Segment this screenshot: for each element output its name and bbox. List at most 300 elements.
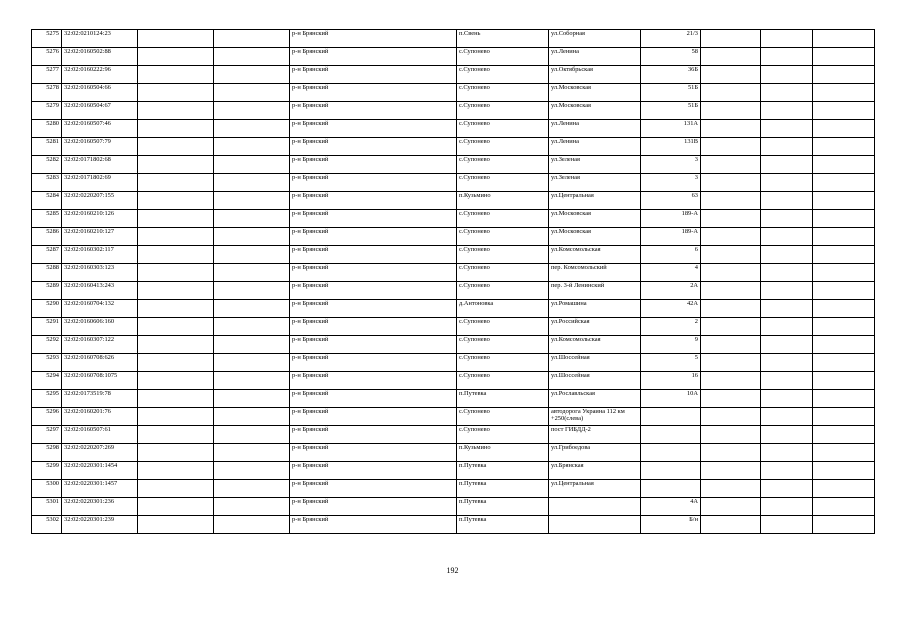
- cell-house: 9: [641, 336, 701, 354]
- cell-street: ул.Московская: [549, 84, 641, 102]
- cell-empty: [214, 102, 290, 120]
- cell-cadastral-number: 32:02:0160504:67: [62, 102, 138, 120]
- cell-street: ул.Ленина: [549, 120, 641, 138]
- cell-street: ул.Центральная: [549, 480, 641, 498]
- cell-locality: п.Путевка: [457, 390, 549, 408]
- cell-number: 5283: [32, 174, 62, 192]
- cell-locality: с.Супонево: [457, 408, 549, 426]
- cell-empty: [138, 84, 214, 102]
- cell-street: ул.Московская: [549, 210, 641, 228]
- cell-locality: с.Супонево: [457, 318, 549, 336]
- cell-empty: [214, 516, 290, 534]
- cell-empty: [761, 516, 813, 534]
- table-row: [32, 156, 875, 174]
- cell-street: ул.Зеленая: [549, 174, 641, 192]
- cell-empty: [138, 372, 214, 390]
- cell-district: р-н Брянский: [290, 246, 457, 264]
- cell-cadastral-number: 32:02:0160413:243: [62, 282, 138, 300]
- cell-number: 5291: [32, 318, 62, 336]
- cell-empty: [813, 192, 875, 210]
- cell-cadastral-number: 32:02:0160303:123: [62, 264, 138, 282]
- cell-empty: [761, 84, 813, 102]
- cell-empty: [701, 336, 761, 354]
- table-row: [32, 480, 875, 498]
- cell-district: р-н Брянский: [290, 462, 457, 480]
- cell-cadastral-number: 32:02:0220207:269: [62, 444, 138, 462]
- cell-cadastral-number: 32:02:0173519:78: [62, 390, 138, 408]
- cell-empty: [761, 444, 813, 462]
- cell-locality: п.Свень: [457, 30, 549, 48]
- cell-empty: [761, 174, 813, 192]
- cell-street: ул.Шоссейная: [549, 354, 641, 372]
- cell-street: [549, 516, 641, 534]
- cell-empty: [813, 264, 875, 282]
- cell-locality: с.Супонево: [457, 426, 549, 444]
- cell-house: 3: [641, 156, 701, 174]
- table-row: [32, 354, 875, 372]
- cell-empty: [813, 408, 875, 426]
- cell-street: [549, 498, 641, 516]
- cell-empty: [701, 102, 761, 120]
- cell-empty: [138, 462, 214, 480]
- cell-locality: с.Супонево: [457, 354, 549, 372]
- cell-house: [641, 480, 701, 498]
- cell-empty: [138, 318, 214, 336]
- cell-street: ул.Октябрьская: [549, 66, 641, 84]
- cell-empty: [701, 516, 761, 534]
- cell-empty: [761, 48, 813, 66]
- table-row: [32, 192, 875, 210]
- cell-empty: [761, 30, 813, 48]
- table-row: [32, 48, 875, 66]
- cell-empty: [813, 66, 875, 84]
- cell-empty: [138, 228, 214, 246]
- cell-empty: [214, 66, 290, 84]
- cell-district: р-н Брянский: [290, 336, 457, 354]
- cell-house: 131А: [641, 120, 701, 138]
- table-row: [32, 300, 875, 318]
- cell-locality: с.Супонево: [457, 66, 549, 84]
- cell-cadastral-number: 32:02:0160504:66: [62, 84, 138, 102]
- cell-district: р-н Брянский: [290, 480, 457, 498]
- cell-empty: [761, 192, 813, 210]
- cell-cadastral-number: 32:02:0171802:69: [62, 174, 138, 192]
- cell-house: 4А: [641, 498, 701, 516]
- cell-house: 189-А: [641, 228, 701, 246]
- cell-empty: [138, 354, 214, 372]
- cell-empty: [214, 138, 290, 156]
- cell-empty: [813, 372, 875, 390]
- table-row: [32, 30, 875, 48]
- cell-empty: [214, 498, 290, 516]
- cell-street: ул.Рославльская: [549, 390, 641, 408]
- cell-number: 5284: [32, 192, 62, 210]
- cell-number: 5277: [32, 66, 62, 84]
- cell-empty: [701, 426, 761, 444]
- cell-number: 5302: [32, 516, 62, 534]
- cell-empty: [701, 264, 761, 282]
- cell-cadastral-number: 32:02:0160507:79: [62, 138, 138, 156]
- cell-empty: [761, 372, 813, 390]
- cell-house: Б/н: [641, 516, 701, 534]
- cell-empty: [761, 156, 813, 174]
- cell-empty: [813, 138, 875, 156]
- cell-number: 5288: [32, 264, 62, 282]
- cell-street: пер. Комсомольский: [549, 264, 641, 282]
- cell-empty: [214, 246, 290, 264]
- cell-empty: [701, 246, 761, 264]
- cell-cadastral-number: 32:02:0220301:239: [62, 516, 138, 534]
- cell-house: 63: [641, 192, 701, 210]
- cell-number: 5282: [32, 156, 62, 174]
- cell-empty: [138, 282, 214, 300]
- cell-empty: [761, 390, 813, 408]
- cell-district: р-н Брянский: [290, 390, 457, 408]
- cell-empty: [761, 120, 813, 138]
- cell-empty: [214, 174, 290, 192]
- cell-locality: п.Путевка: [457, 516, 549, 534]
- cell-empty: [214, 336, 290, 354]
- table-row: [32, 336, 875, 354]
- cell-cadastral-number: 32:02:0160302:117: [62, 246, 138, 264]
- cell-number: 5280: [32, 120, 62, 138]
- cell-empty: [214, 300, 290, 318]
- cell-house: 2А: [641, 282, 701, 300]
- cell-number: 5287: [32, 246, 62, 264]
- cell-number: 5292: [32, 336, 62, 354]
- cell-cadastral-number: 32:02:0220301:1457: [62, 480, 138, 498]
- cell-number: 5278: [32, 84, 62, 102]
- cell-locality: п.Путевка: [457, 498, 549, 516]
- cell-cadastral-number: 32:02:0160507:46: [62, 120, 138, 138]
- cell-number: 5298: [32, 444, 62, 462]
- cell-street: ул.Российская: [549, 318, 641, 336]
- cell-empty: [701, 498, 761, 516]
- cell-empty: [214, 354, 290, 372]
- table-row: [32, 426, 875, 444]
- cell-street: ул.Ромашина: [549, 300, 641, 318]
- cell-locality: с.Супонево: [457, 336, 549, 354]
- cell-district: р-н Брянский: [290, 66, 457, 84]
- cell-empty: [761, 228, 813, 246]
- cell-empty: [813, 426, 875, 444]
- cell-empty: [214, 30, 290, 48]
- cell-empty: [138, 174, 214, 192]
- cell-district: р-н Брянский: [290, 300, 457, 318]
- cell-number: 5294: [32, 372, 62, 390]
- cell-cadastral-number: 32:02:0171802:68: [62, 156, 138, 174]
- cell-empty: [813, 480, 875, 498]
- cell-empty: [761, 246, 813, 264]
- cell-empty: [701, 300, 761, 318]
- cell-cadastral-number: 32:02:0160210:127: [62, 228, 138, 246]
- cell-empty: [701, 192, 761, 210]
- table-row: [32, 210, 875, 228]
- cell-district: р-н Брянский: [290, 156, 457, 174]
- cell-empty: [214, 210, 290, 228]
- cell-house: 42А: [641, 300, 701, 318]
- cell-house: 189-А: [641, 210, 701, 228]
- cell-street: ул.Брянская: [549, 462, 641, 480]
- cell-street: ул.Грибоедова: [549, 444, 641, 462]
- cell-empty: [813, 390, 875, 408]
- cell-number: 5297: [32, 426, 62, 444]
- cell-empty: [813, 462, 875, 480]
- cell-empty: [138, 426, 214, 444]
- cell-house: [641, 462, 701, 480]
- cell-district: р-н Брянский: [290, 426, 457, 444]
- cell-empty: [138, 246, 214, 264]
- cell-district: р-н Брянский: [290, 516, 457, 534]
- cell-empty: [214, 228, 290, 246]
- cell-empty: [813, 84, 875, 102]
- cell-street: пост ГИБДД-2: [549, 426, 641, 444]
- table-row: [32, 102, 875, 120]
- cell-empty: [761, 354, 813, 372]
- cell-empty: [813, 228, 875, 246]
- table-row: [32, 516, 875, 534]
- table-row: [32, 282, 875, 300]
- cell-street: ул.Зеленая: [549, 156, 641, 174]
- cell-street: ул.Московская: [549, 228, 641, 246]
- cell-cadastral-number: 32:02:0220301:1454: [62, 462, 138, 480]
- cell-number: 5281: [32, 138, 62, 156]
- cell-empty: [138, 48, 214, 66]
- cell-empty: [138, 102, 214, 120]
- cell-empty: [138, 192, 214, 210]
- table-row: [32, 246, 875, 264]
- cell-locality: с.Супонево: [457, 84, 549, 102]
- cell-empty: [138, 138, 214, 156]
- cell-empty: [813, 318, 875, 336]
- cell-empty: [813, 336, 875, 354]
- cell-empty: [761, 336, 813, 354]
- cell-house: 51Б: [641, 102, 701, 120]
- cell-empty: [138, 264, 214, 282]
- cell-empty: [214, 84, 290, 102]
- cell-empty: [701, 318, 761, 336]
- cell-house: [641, 408, 701, 426]
- cell-empty: [813, 498, 875, 516]
- cell-locality: с.Супонево: [457, 48, 549, 66]
- cell-number: 5299: [32, 462, 62, 480]
- cell-empty: [813, 120, 875, 138]
- cell-empty: [138, 66, 214, 84]
- cell-cadastral-number: 32:02:0160307:122: [62, 336, 138, 354]
- cell-locality: п.Кузьмино: [457, 444, 549, 462]
- cell-empty: [701, 174, 761, 192]
- table-row: [32, 390, 875, 408]
- cell-empty: [813, 444, 875, 462]
- table-row: [32, 138, 875, 156]
- cell-empty: [761, 462, 813, 480]
- table-row: [32, 372, 875, 390]
- cell-empty: [214, 318, 290, 336]
- cell-empty: [701, 228, 761, 246]
- table-body: [32, 30, 875, 534]
- cell-cadastral-number: 32:02:0160507:61: [62, 426, 138, 444]
- cell-empty: [701, 408, 761, 426]
- cell-street: пер. 3-й Ленинский: [549, 282, 641, 300]
- cell-cadastral-number: 32:02:0220301:236: [62, 498, 138, 516]
- cell-number: 5293: [32, 354, 62, 372]
- cell-house: 4: [641, 264, 701, 282]
- cell-locality: с.Супонево: [457, 228, 549, 246]
- cell-empty: [138, 390, 214, 408]
- cell-empty: [138, 30, 214, 48]
- cell-house: [641, 444, 701, 462]
- cell-locality: п.Кузьмино: [457, 192, 549, 210]
- cell-empty: [813, 156, 875, 174]
- cell-locality: с.Супонево: [457, 282, 549, 300]
- table-row: [32, 318, 875, 336]
- cell-empty: [761, 318, 813, 336]
- cell-cadastral-number: 32:02:0160708:1075: [62, 372, 138, 390]
- cell-locality: с.Супонево: [457, 372, 549, 390]
- cell-cadastral-number: 32:02:0160704:132: [62, 300, 138, 318]
- page-number: 192: [446, 566, 459, 575]
- cell-cadastral-number: 32:02:0160201:76: [62, 408, 138, 426]
- cell-empty: [138, 300, 214, 318]
- cell-empty: [138, 120, 214, 138]
- table-row: [32, 408, 875, 426]
- registry-table: [31, 29, 875, 534]
- table-row: [32, 228, 875, 246]
- cell-empty: [813, 102, 875, 120]
- cell-empty: [138, 210, 214, 228]
- cell-house: 16: [641, 372, 701, 390]
- cell-empty: [214, 390, 290, 408]
- table-row: [32, 84, 875, 102]
- cell-empty: [138, 408, 214, 426]
- cell-cadastral-number: 32:02:0210124:23: [62, 30, 138, 48]
- cell-empty: [701, 84, 761, 102]
- cell-empty: [761, 480, 813, 498]
- cell-house: 2: [641, 318, 701, 336]
- cell-empty: [813, 300, 875, 318]
- cell-empty: [214, 282, 290, 300]
- cell-district: р-н Брянский: [290, 120, 457, 138]
- cell-empty: [214, 192, 290, 210]
- cell-empty: [701, 210, 761, 228]
- cell-empty: [813, 354, 875, 372]
- cell-empty: [761, 426, 813, 444]
- cell-empty: [701, 138, 761, 156]
- cell-district: р-н Брянский: [290, 102, 457, 120]
- table-row: [32, 66, 875, 84]
- cell-empty: [138, 498, 214, 516]
- cell-cadastral-number: 32:02:0160210:126: [62, 210, 138, 228]
- cell-empty: [761, 282, 813, 300]
- cell-house: 3: [641, 174, 701, 192]
- cell-empty: [761, 498, 813, 516]
- cell-locality: с.Супонево: [457, 210, 549, 228]
- cell-empty: [813, 30, 875, 48]
- cell-empty: [761, 264, 813, 282]
- cell-street: ул.Комсомольская: [549, 246, 641, 264]
- cell-district: р-н Брянский: [290, 498, 457, 516]
- table-row: [32, 444, 875, 462]
- cell-locality: п.Путевка: [457, 462, 549, 480]
- cell-empty: [761, 408, 813, 426]
- cell-district: р-н Брянский: [290, 138, 457, 156]
- cell-district: р-н Брянский: [290, 228, 457, 246]
- cell-number: 5275: [32, 30, 62, 48]
- cell-empty: [761, 300, 813, 318]
- cell-number: 5289: [32, 282, 62, 300]
- cell-empty: [761, 210, 813, 228]
- cell-district: р-н Брянский: [290, 210, 457, 228]
- cell-empty: [701, 444, 761, 462]
- cell-house: 21/3: [641, 30, 701, 48]
- cell-empty: [701, 30, 761, 48]
- cell-district: р-н Брянский: [290, 48, 457, 66]
- cell-house: 10А: [641, 390, 701, 408]
- cell-district: р-н Брянский: [290, 444, 457, 462]
- cell-street: ул.Ленина: [549, 138, 641, 156]
- cell-empty: [214, 480, 290, 498]
- cell-district: р-н Брянский: [290, 192, 457, 210]
- cell-locality: с.Супонево: [457, 120, 549, 138]
- cell-number: 5276: [32, 48, 62, 66]
- cell-district: р-н Брянский: [290, 408, 457, 426]
- cell-empty: [813, 246, 875, 264]
- cell-street: автодорога Украина 112 км +250(слева): [549, 408, 641, 426]
- cell-house: 6: [641, 246, 701, 264]
- table-row: [32, 174, 875, 192]
- cell-empty: [701, 480, 761, 498]
- cell-cadastral-number: 32:02:0160502:88: [62, 48, 138, 66]
- cell-number: 5285: [32, 210, 62, 228]
- cell-empty: [813, 174, 875, 192]
- cell-empty: [761, 102, 813, 120]
- cell-empty: [813, 210, 875, 228]
- table-row: [32, 264, 875, 282]
- cell-empty: [214, 426, 290, 444]
- cell-number: 5290: [32, 300, 62, 318]
- cell-empty: [214, 156, 290, 174]
- cell-empty: [701, 66, 761, 84]
- table-row: [32, 498, 875, 516]
- cell-empty: [138, 336, 214, 354]
- cell-empty: [214, 462, 290, 480]
- cell-district: р-н Брянский: [290, 372, 457, 390]
- cell-empty: [701, 120, 761, 138]
- cell-empty: [214, 408, 290, 426]
- cell-empty: [214, 264, 290, 282]
- cell-empty: [813, 48, 875, 66]
- cell-district: р-н Брянский: [290, 282, 457, 300]
- cell-empty: [761, 138, 813, 156]
- cell-house: 58: [641, 48, 701, 66]
- cell-empty: [214, 372, 290, 390]
- cell-empty: [138, 480, 214, 498]
- cell-empty: [701, 48, 761, 66]
- cell-locality: с.Супонево: [457, 138, 549, 156]
- cell-locality: с.Супонево: [457, 264, 549, 282]
- cell-empty: [813, 282, 875, 300]
- cell-street: ул.Центральная: [549, 192, 641, 210]
- cell-empty: [701, 462, 761, 480]
- cell-empty: [701, 282, 761, 300]
- cell-empty: [214, 444, 290, 462]
- cell-cadastral-number: 32:02:0160222:96: [62, 66, 138, 84]
- cell-empty: [701, 156, 761, 174]
- cell-cadastral-number: 32:02:0220207:155: [62, 192, 138, 210]
- cell-district: р-н Брянский: [290, 318, 457, 336]
- cell-empty: [138, 444, 214, 462]
- cell-number: 5300: [32, 480, 62, 498]
